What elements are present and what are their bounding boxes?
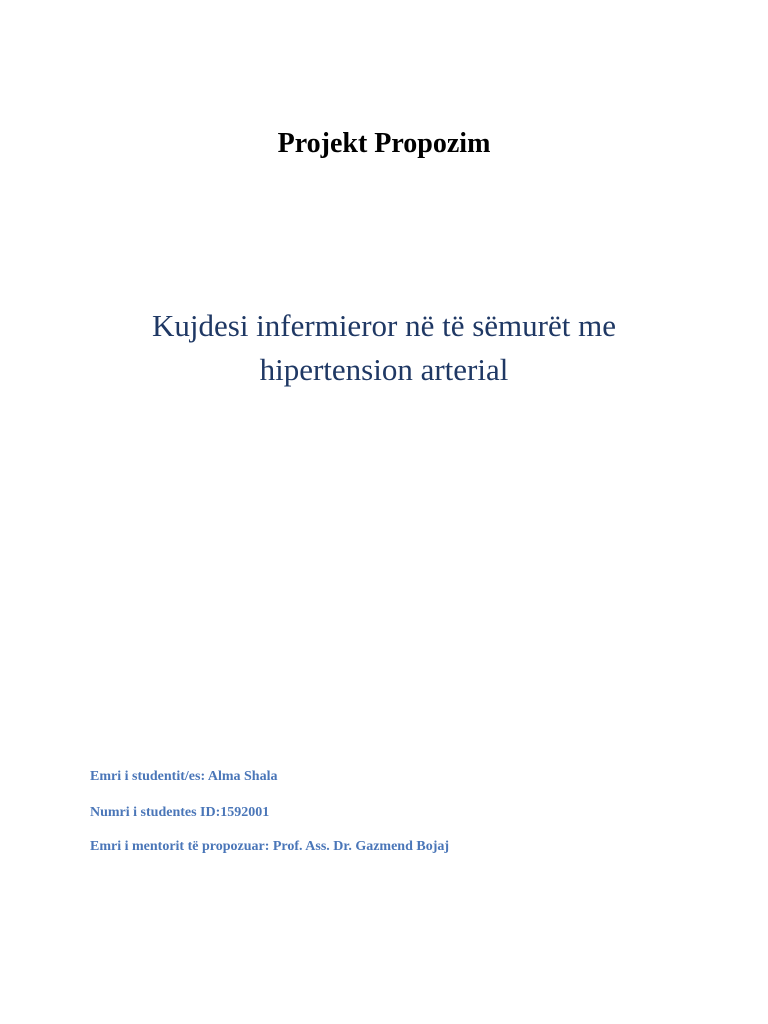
student-id: Numri i studentes ID:1592001 xyxy=(90,805,270,820)
document-title-line-2: hipertension arterial xyxy=(259,352,509,387)
student-name: Emri i studentit/es: Alma Shala xyxy=(90,769,278,784)
mentor-name: Emri i mentorit të propozuar: Prof. Ass. Dr. Gazmend Bojaj xyxy=(90,839,450,854)
document-title-line-1: Kujdesi infermieror në të sëmurët me xyxy=(152,308,616,343)
document-title xyxy=(84,304,684,392)
document-type-heading: Projekt Propozim xyxy=(277,128,491,159)
